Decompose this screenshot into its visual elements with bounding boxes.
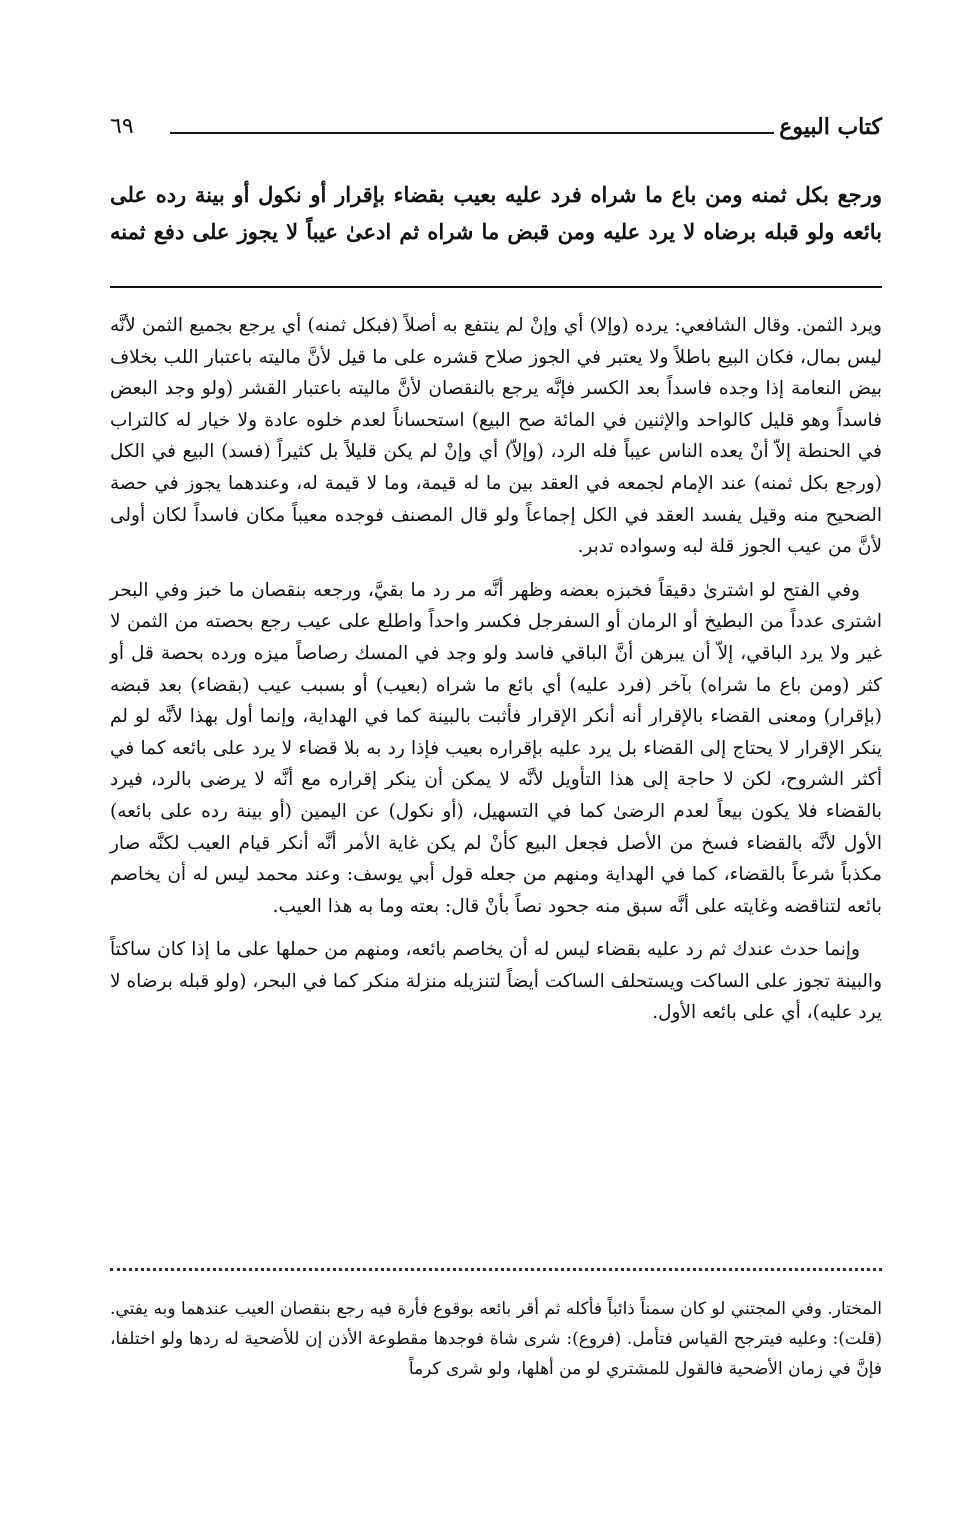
commentary-paragraph: ويرد الثمن. وقال الشافعي: يرده (وإلا) أي وإنْ لم ينتفع به أصلاً (فبكل ثمنه) أي يرجع بجميع الثمن لأنَّه ليس بمال، فكان البيع باطلاً ولا يعتبر في الجوز صلاح قشره على ما قيل لأنَّ ماليته باعتبار اللب بخلاف بيض النعامة إذا وجده فاسداً بعد الكسر فإنَّه يرجع بالنقصان لأنَّ ماليته باعتبار القشر (ولو وجد البعض فاسداً وهو قليل كالواحد والإثنين في المائة صح البيع) استحساناً لعدم خلوه عادة ولا خيار له كالتراب في الحنطة إلاّ أنْ يعده الناس عيباً فله الرد، (وإلاّ) أي وإنْ لم يكن قليلاً بل كثيراً (فسد) البيع في الكل (ورجع بكل ثمنه) عند الإمام لجمعه في العقد بين ما له قيمة، وما لا قيمة له، وعندهما يجوز في حصة الصحيح منه وقيل يفسد العقد في الكل إجماعاً ولو قال المصنف فوجده معيباً مكان فاسداً لكان أولى لأنَّ من عيب الجوز قلة لبه وسواده تدبر. (110, 315, 882, 558)
commentary-paragraph: وإنما حدث عندك ثم رد عليه بقضاء ليس له أن يخاصم بائعه، ومنهم من حملها على ما إذا كان ساكتاً والبينة تجوز على الساكت ويستحلف الساكت أيضاً لتنزيله منزلة منكر كما في البحر، (ولو قبله برضاه لا يرد عليه)، أي على بائعه الأول. (110, 939, 882, 1024)
header-rule (170, 132, 774, 134)
page-number: ٦٩ (110, 114, 134, 139)
commentary-paragraph: وفي الفتح لو اشترىٰ دقيقاً فخبزه بعضه وظهر أنَّه مر رد ما بقيَّ، ورجعه بنقصان ما خبز وفي البحر اشترى عدداً من البطيخ أو الرمان أو السفرجل فكسر واحداً واطلع على عيب رجع بحصته من الثمن لا غير ولا يرد الباقي، إلاّ أن يبرهن أنَّ الباقي فاسد ولو وجد في المسك رصاصاً ميزه ورده بحصة قل أو كثر (ومن باع ما شراه) بآخر (فرد عليه) أي بائع ما شراه (بعيب) أو بسبب عيب (بقضاء) بعد قبضه (بإقرار) ومعنى القضاء بالإقرار أنه أنكر الإقرار فأثبت بالبينة كما في الهداية، وإنما أول بهذا لأنَّه لو لم ينكر الإقرار لا يحتاج إلى القضاء بل يرد عليه بإقراره بعيب فإذا رد به بلا قضاء لا يرد على بائعه كما في أكثر الشروح، لكن لا حاجة إلى هذا التأويل لأنَّه لا يمكن أن ينكر إقراره مع أنَّه لا يرضى بالرد، فيرد بالقضاء فلا يكون بيعاً لعدم الرضىٰ كما في التسهيل، (أو نكول) عن اليمين (أو بينة رده على بائعه) الأول لأنَّه بالقضاء فسخ من الأصل فجعل البيع كأنْ لم يكن غاية الأمر أنَّه أنكر قيام العيب لكنَّه صار مكذباً شرعاً بالقضاء، كما في الهداية ومنهم من جعله قول أبي يوسف: وعند محمد ليس له أن يخاصم بائعه لتناقضه وغايته على أنَّه سبق منه جحود نصاً بأنْ قال: بعته وما به هذا العيب. (110, 579, 882, 917)
chapter-title: كتاب البيوع (779, 114, 882, 140)
main-text-line: بائعه ولو قبله برضاه لا يرد عليه ومن قبض ما شراه ثم ادعىٰ عيباً لا يجوز على دفع ثمنه (110, 219, 882, 244)
footnote (110, 1294, 882, 1384)
commentary (110, 310, 882, 1041)
main-text-rule (110, 286, 882, 288)
footnote-separator (110, 1268, 882, 1271)
page-header (110, 108, 882, 148)
main-text-line: ورجع بكل ثمنه ومن باع ما شراه فرد عليه بعيب بقضاء بإقرار أو نكول أو بينة رده على (110, 182, 882, 207)
footnote-text: المختار. وفي المجتني لو كان سمناً ذائباً فأكله ثم أقر بائعه بوقوع فأرة فيه رجع بنقصان العيب عندهما وبه يفتي. (قلت): وعليه فيترجح القياس فتأمل. (فروع): شرى شاة فوجدها مقطوعة الأذن إن للأضحية له ردها ولو اختلفا، فإنَّ في زمان الأضحية فالقول للمشتري لو من أهلها، ولو شرى كرماً (110, 1299, 882, 1379)
main-text (110, 176, 882, 250)
